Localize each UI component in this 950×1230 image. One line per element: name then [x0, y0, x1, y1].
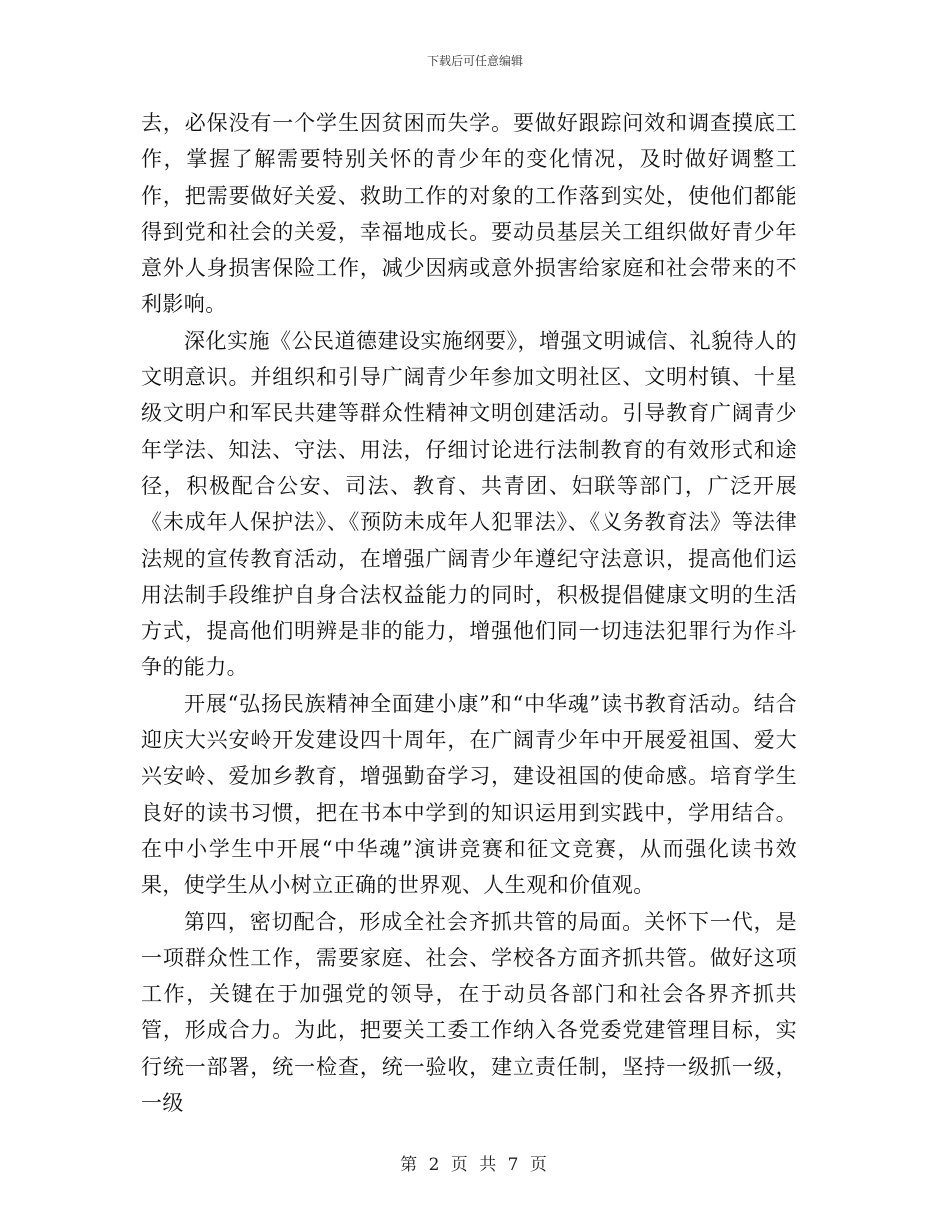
paragraph-cooperation: 第四，密切配合，形成全社会齐抓共管的局面。关怀下一代，是一项群众性工作，需要家庭、社会、学校各方面齐抓共管。做好这项工作，关键在于加强党的领导，在于动员各部门和社会各界齐抓共管，形成合力。为此，把要关工委工作纳入各党委党建管理目标，实行统一部署，统一检查，统一验收，建立责任制，坚持一级抓一级，一级	[141, 909, 797, 1116]
page-number: 第 2 页 共 7 页	[400, 1155, 550, 1175]
document-body	[141, 105, 797, 1121]
paragraph-moral-education: 深化实施《公民道德建设实施纲要》，增强文明诚信、礼貌待人的文明意识。并组织和引导广阔青少年参加文明社区、文明村镇、十星级文明户和军民共建等群众性精神文明创建活动。引导教育广阔青少年学法、知法、守法、用法，仔细讨论进行法制教育的有效形式和途径，积极配合公安、司法、教育、共青团、妇联等部门，广泛开展《未成年人保护法》、《预防未成年人犯罪法》、《义务教育法》等法律法规的宣传教育活动，在增强广阔青少年遵纪守法意识，提高他们运用法制手段维护自身合法权益能力的同时，积极提倡健康文明的生活方式，提高他们明辨是非的能力，增强他们同一切违法犯罪行为作斗争的能力。	[141, 328, 797, 680]
paragraph-reading-activity: 开展“弘扬民族精神全面建小康”和“中华魂”读书教育活动。结合迎庆大兴安岭开发建设四十周年，在广阔青少年中开展爱祖国、爱大兴安岭、爱加乡教育，增强勤奋学习，建设祖国的使命感。培育学生良好的读书习惯，把在书本中学到的知识运用到实践中，学用结合。在中小学生中开展“中华魂”演讲竞赛和征文竞赛，从而强化读书效果，使学生从小树立正确的世界观、人生观和价值观。	[141, 691, 797, 898]
paragraph-continuation: 去，必保没有一个学生因贫困而失学。要做好跟踪问效和调查摸底工作，掌握了解需要特别关怀的青少年的变化情况，及时做好调整工作，把需要做好关爱、救助工作的对象的工作落到实处，使他们都能得到党和社会的关爱，幸福地成长。要动员基层关工组织做好青少年意外人身损害保险工作，减少因病或意外损害给家庭和社会带来的不利影响。	[141, 111, 797, 317]
page-header: 下载后可任意编辑	[426, 54, 523, 68]
